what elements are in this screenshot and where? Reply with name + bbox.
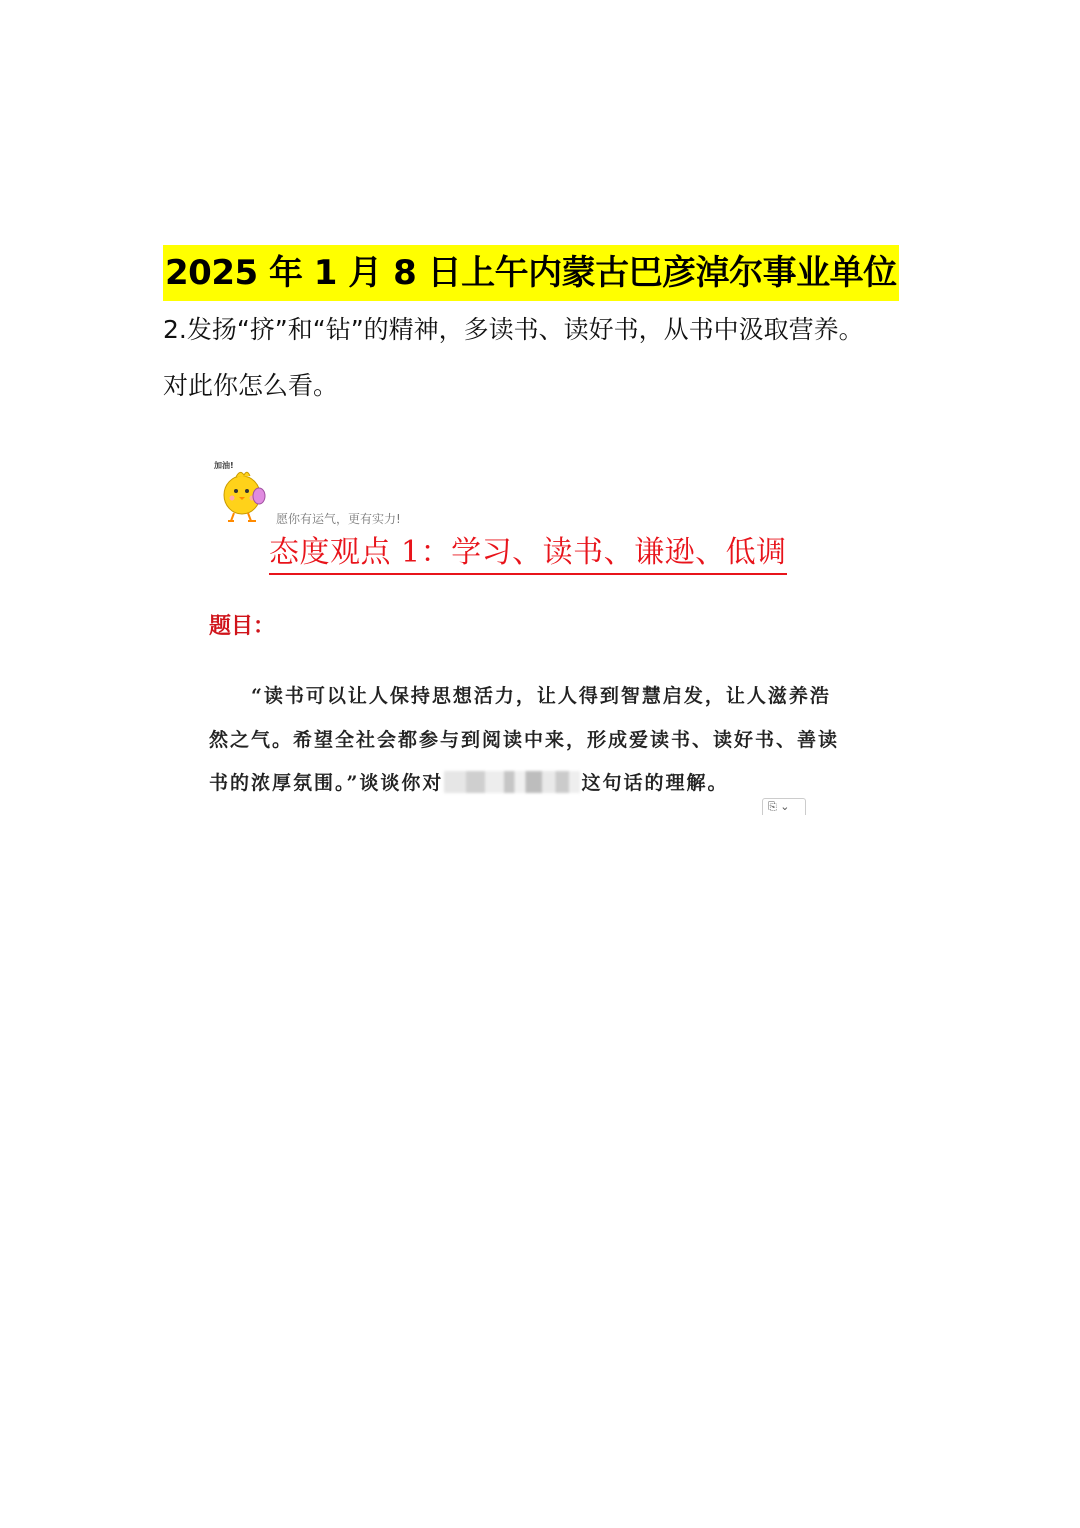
copy-toolbar-widget[interactable]: ⎘ ⌄ — [762, 798, 806, 815]
quote-line-3-start: 书的浓厚氛围。”谈谈你对 — [209, 772, 444, 794]
quote-line-3-end: 这句话的理解。 — [581, 772, 729, 794]
redacted-block — [444, 771, 580, 793]
quote-line-3 — [209, 770, 728, 796]
viewpoint-title: 态度观点 1：学习、读书、谦逊、低调 — [269, 533, 787, 575]
page-heading: 2025 年 1 月 8 日上午内蒙古巴彦淖尔事业单位 — [163, 245, 899, 301]
chick-mascot-icon — [210, 457, 270, 527]
topic-label: 题目： — [209, 613, 276, 639]
quote-line-2: 然之气。希望全社会都参与到阅读中来，形成爱读书、读好书、善读 — [209, 729, 840, 751]
question-line-1: 2.发扬“挤”和“钻”的精神，多读书、读好书，从书中汲取营养。 — [163, 315, 864, 344]
embedded-screenshot — [200, 455, 870, 815]
mascot-text: 加油! — [214, 461, 234, 470]
wish-text: 愿你有运气，更有实力! — [276, 512, 401, 526]
question-line-2: 对此你怎么看。 — [163, 371, 339, 400]
quote-line-1: “读书可以让人保持思想活力，让人得到智慧启发，让人滋养浩 — [251, 685, 831, 707]
